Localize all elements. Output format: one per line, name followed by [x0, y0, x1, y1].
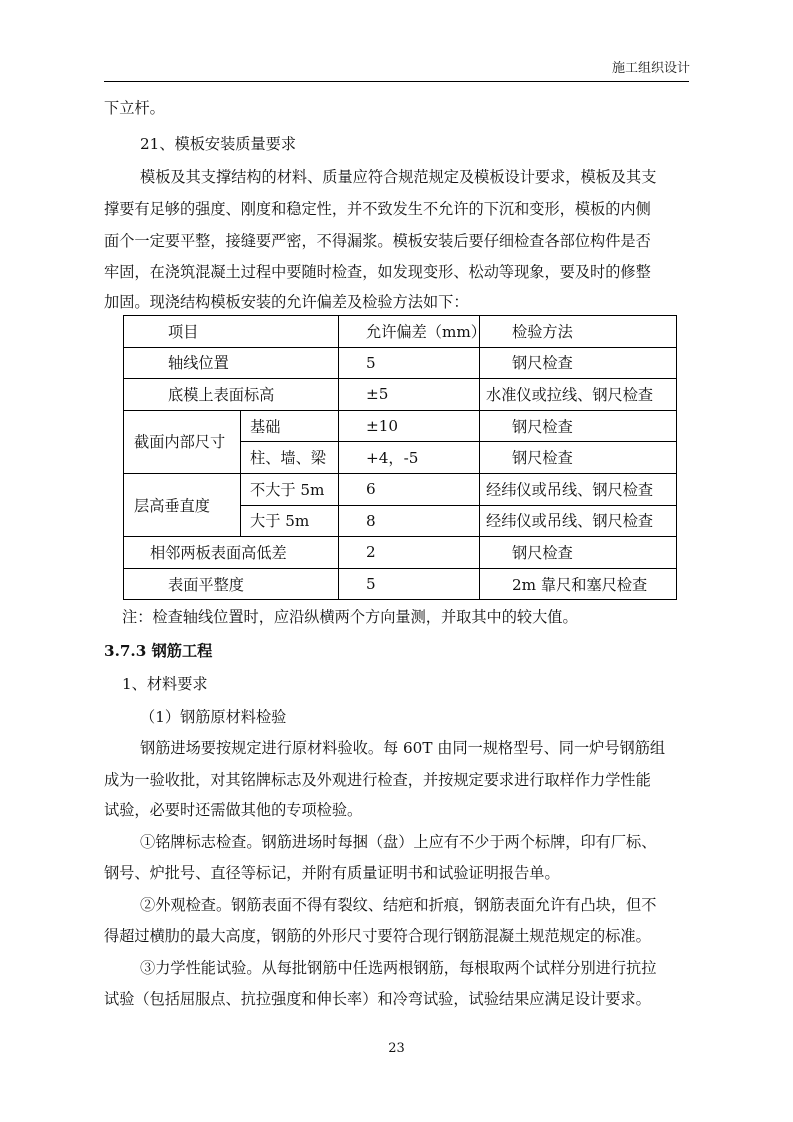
- table-cell: 5: [339, 568, 480, 600]
- table-cell: 钢尺检查: [480, 442, 677, 474]
- table-header-row: [124, 316, 677, 348]
- table-cell: 2: [339, 537, 480, 569]
- tolerance-table: [123, 315, 677, 600]
- table-cell: 相邻两板表面高低差: [124, 537, 339, 569]
- table-note: 注：检查轴线位置时，应沿纵横两个方向量测，并取其中的较大值。: [122, 608, 578, 626]
- table-cell: 6: [339, 473, 480, 505]
- header-rule: [104, 81, 689, 82]
- table-group-cell: 截面内部尺寸: [124, 410, 241, 473]
- table-cell: 轴线位置: [124, 347, 339, 379]
- table-cell: 8: [339, 505, 480, 537]
- table-cell: +4，-5: [339, 442, 480, 474]
- table-header-cell: 检验方法: [480, 316, 677, 348]
- paragraph-line: 试验，必要时还需做其他的专项检验。: [104, 801, 363, 819]
- paragraph-line: ①铭牌标志检查。钢筋进场时每捆（盘）上应有不少于两个标牌，印有厂标、: [140, 833, 657, 851]
- table-cell: 表面平整度: [124, 568, 339, 600]
- table-cell: 经纬仪或吊线、钢尺检查: [480, 473, 677, 505]
- table-cell: ±5: [339, 379, 480, 411]
- item-heading: 21、模板安装质量要求: [140, 135, 297, 153]
- table-cell: 底模上表面标高: [124, 379, 339, 411]
- table-cell: 不大于 5m: [241, 473, 339, 505]
- paragraph-line: 试验（包括屈服点、抗拉强度和伸长率）和冷弯试验，试验结果应满足设计要求。: [104, 990, 651, 1008]
- table-cell: 基础: [241, 410, 339, 442]
- table-row: [124, 568, 677, 600]
- table-header-cell: 允许偏差（mm）: [339, 316, 480, 348]
- table-cell: 5: [339, 347, 480, 379]
- table-row: [124, 347, 677, 379]
- sub-heading: 1、材料要求: [122, 675, 208, 693]
- table-cell: 钢尺检查: [480, 410, 677, 442]
- table-cell: ±10: [339, 410, 480, 442]
- table-row: [124, 410, 677, 442]
- sub-heading: （1）钢筋原材料检验: [140, 708, 287, 726]
- paragraph-line: 得超过横肋的最大高度，钢筋的外形尺寸要符合现行钢筋混凝土规范规定的标准。: [104, 927, 651, 945]
- table-header-cell: 项目: [124, 316, 339, 348]
- table-cell: 钢尺检查: [480, 537, 677, 569]
- table-cell: 大于 5m: [241, 505, 339, 537]
- paragraph-line: 成为一验收批，对其铭牌标志及外观进行检查，并按规定要求进行取样作力学性能: [104, 771, 651, 789]
- table-cell: 钢尺检查: [480, 347, 677, 379]
- table-cell: 经纬仪或吊线、钢尺检查: [480, 505, 677, 537]
- paragraph-line: 牢固，在浇筑混凝土过程中要随时检查，如发现变形、松动等现象，要及时的修整: [104, 263, 651, 281]
- page-number: 23: [388, 1041, 405, 1056]
- paragraph-line: ②外观检查。钢筋表面不得有裂纹、结疤和折痕，钢筋表面允许有凸块，但不: [140, 896, 657, 914]
- paragraph-line: 加固。现浇结构模板安装的允许偏差及检验方法如下：: [104, 293, 469, 311]
- paragraph-line: 面个一定要平整，接缝要严密，不得漏浆。模板安装后要仔细检查各部位构件是否: [104, 232, 651, 250]
- table-cell: 水准仪或拉线、钢尺检查: [480, 379, 677, 411]
- table-group-cell: 层高垂直度: [124, 473, 241, 536]
- paragraph-line: 钢号、炉批号、直径等标记，并附有质量证明书和试验证明报告单。: [104, 864, 560, 882]
- paragraph-continuation: 下立杆。: [104, 99, 165, 117]
- running-header: 施工组织设计: [611, 61, 690, 76]
- paragraph-line: ③力学性能试验。从每批钢筋中任选两根钢筋，每根取两个试样分别进行抗拉: [140, 959, 657, 977]
- paragraph-line: 撑要有足够的强度、刚度和稳定性，并不致发生不允许的下沉和变形，模板的内侧: [104, 200, 651, 218]
- table-cell: 2m 靠尺和塞尺检查: [480, 568, 677, 600]
- paragraph-line: 钢筋进场要按规定进行原材料验收。每 60T 由同一规格型号、同一炉号钢筋组: [140, 739, 666, 757]
- table-cell: 柱、墙、梁: [241, 442, 339, 474]
- table-row: [124, 473, 677, 505]
- table-row: [124, 537, 677, 569]
- paragraph-line: 模板及其支撑结构的材料、质量应符合规范规定及模板设计要求，模板及其支: [140, 168, 657, 186]
- section-heading: 3.7.3 钢筋工程: [104, 642, 213, 660]
- table-row: [124, 379, 677, 411]
